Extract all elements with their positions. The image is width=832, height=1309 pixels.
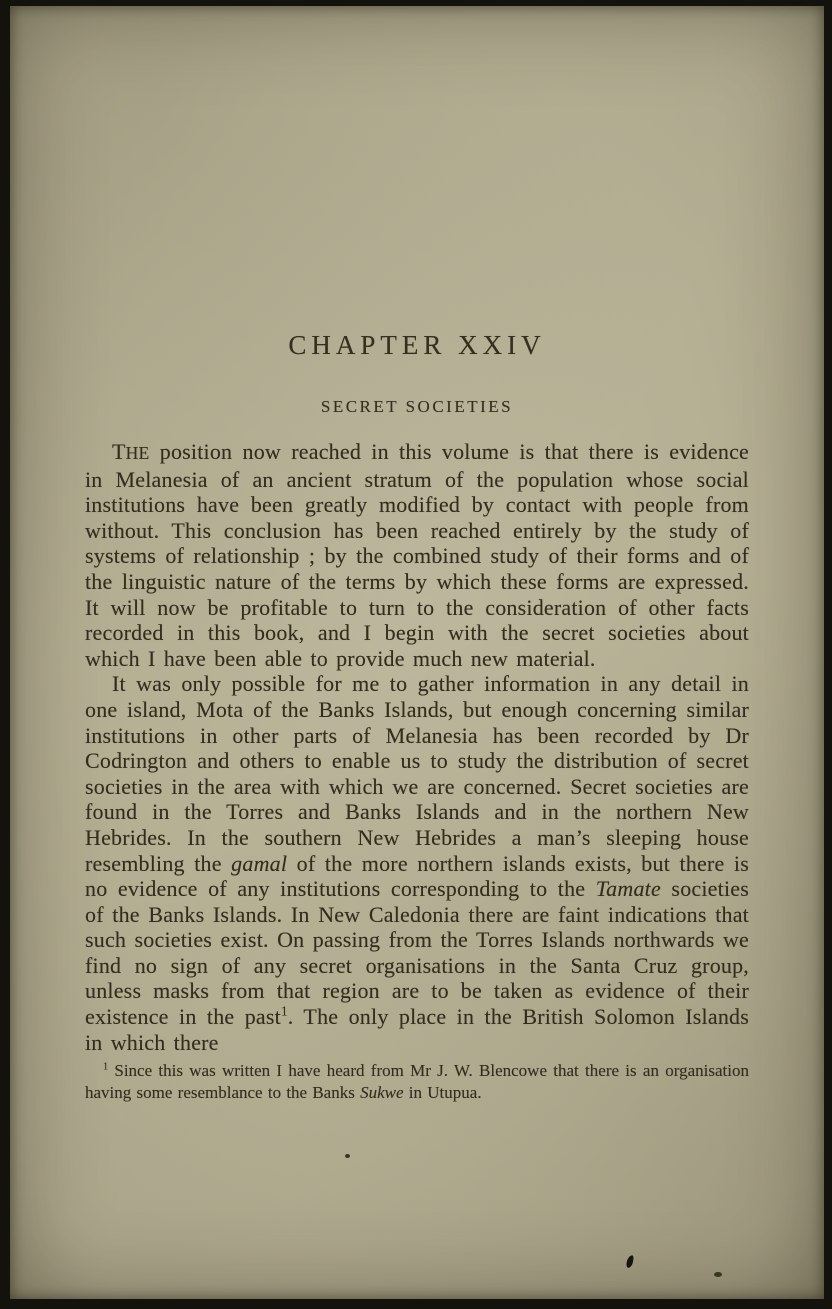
footnote	[85, 1060, 749, 1103]
text-column	[85, 6, 749, 1103]
ink-speck	[345, 1154, 350, 1158]
ink-speck	[625, 1254, 634, 1268]
book-page	[10, 6, 824, 1299]
body-paragraph-2: It was only possible for me to gather information in any detail in one island, Mota of the Banks Islands, but enough concerning similar institutions in other parts of Melanesia has been recorded by Dr Codrington and others to enable us to study the distribution of secret societies in the area with which we are concerned. Secret societies are found in the Torres and Banks Islands and in the northern New Hebrides. In the southern New Hebrides a man’s sleeping house resembling the gamal of the more northern islands exists, but there is no evidence of any institutions corresponding to the Tamate societies of the Banks Islands. In New Caledonia there are faint indications that such societies exist. On passing from the Torres Islands northwards we find no sign of any secret organisations in the Santa Cruz group, unless masks from that region are to be taken as evidence of their existence in the past$^1$. The only place in the British Solomon Islands in which there	[85, 671, 749, 1055]
body-text	[85, 439, 749, 1055]
footnote-marker: 1	[103, 1061, 109, 1073]
chapter-title: CHAPTER XXIV	[288, 330, 546, 360]
body-paragraph-1: THE position now reached in this volume is that there is evidence in Melanesia of an ancient stratum of the population whose social institutions have been greatly modified by contact with people from without. This conclusion has been reached entirely by the study of systems of relationship ; by the combined study of their forms and of the linguistic nature of the terms by which these forms are expressed. It will now be profitable to turn to the consideration of other facts recorded in this book, and I begin with the secret societies about which I have been able to provide much new material.	[85, 439, 749, 671]
ink-speck	[714, 1272, 722, 1277]
footnote-text: Since this was written I have heard from Mr J. W. Blencowe that there is an organisation having some resemblance to the Banks Sukwe in Utupua.	[85, 1061, 749, 1102]
section-title: SECRET SOCIETIES	[320, 397, 514, 416]
